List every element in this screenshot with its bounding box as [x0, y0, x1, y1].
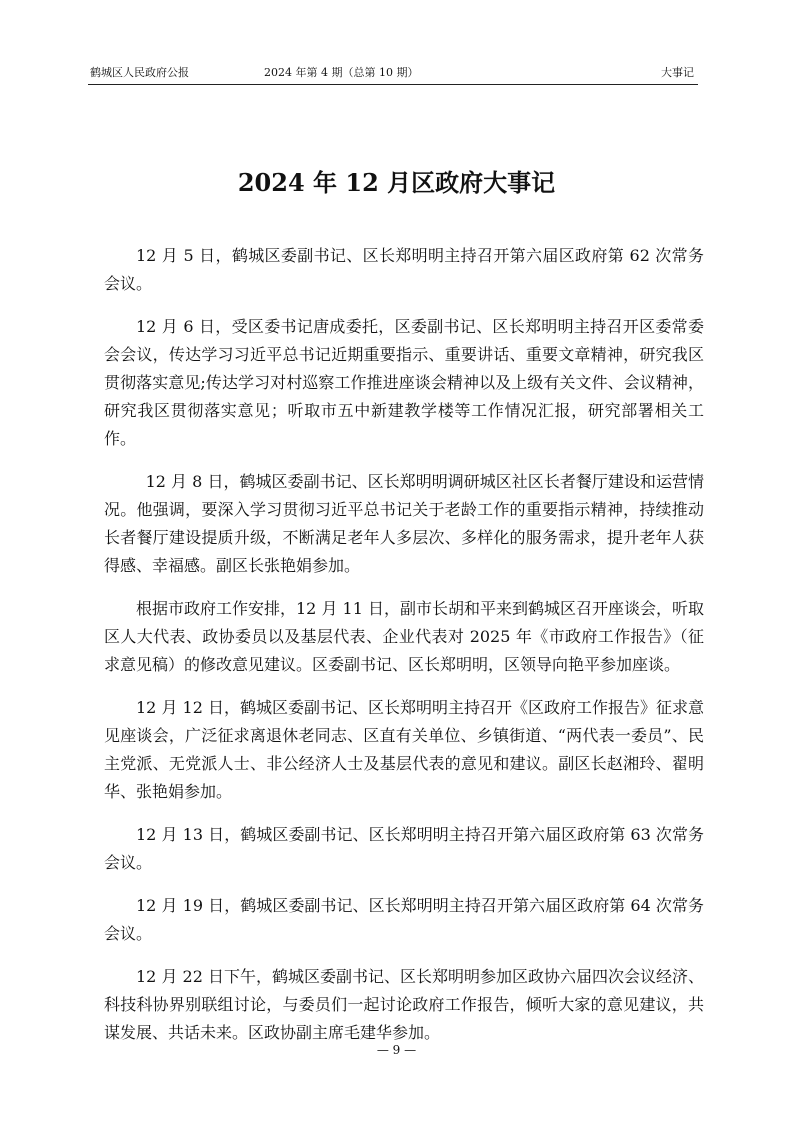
paragraph-dec-22: 12 月 22 日下午，鹤城区委副书记、区长郑明明参加区政协六届四次会议经济、科技科协界别联组讨论，与委员们一起讨论政府工作报告，倾听大家的意见建议，共谋发展、共话未来。区政协副主席毛建华参加。	[104, 967, 704, 1042]
article-body	[104, 242, 704, 1062]
issue-number: 2024 年第 4 期（总第 10 期）	[264, 66, 419, 79]
running-header	[88, 64, 698, 82]
page-number: — 9 —	[376, 1043, 417, 1057]
paragraph-dec-11: 根据市政府工作安排，12 月 11 日，副市长胡和平来到鹤城区召开座谈会，听取区人大代表、政协委员以及基层代表、企业代表对 2025 年《市政府工作报告》（征求意见稿）的修改意见建议。区委副书记、区长郑明明，区领导向艳平参加座谈。	[104, 599, 704, 674]
publication-name: 鹤城区人民政府公报	[90, 66, 189, 79]
paragraph-dec-8: 12 月 8 日，鹤城区委副书记、区长郑明明调研城区社区长者餐厅建设和运营情况。他强调，要深入学习贯彻习近平总书记关于老龄工作的重要指示精神，持续推动长者餐厅建设提质升级，不断满足老年人多层次、多样化的服务需求，提升老年人获得感、幸福感。副区长张艳娟参加。	[104, 472, 704, 575]
paragraph-dec-13: 12 月 13 日，鹤城区委副书记、区长郑明明主持召开第六届区政府第 63 次常务会议。	[104, 825, 704, 872]
header-divider	[88, 84, 698, 85]
paragraph-dec-12: 12 月 12 日，鹤城区委副书记、区长郑明明主持召开《区政府工作报告》征求意见座谈会，广泛征求离退休老同志、区直有关单位、乡镇街道、“两代表一委员”、民主党派、无党派人士、非公经济人士及基层代表的意见和建议。副区长赵湘玲、翟明华、张艳娟参加。	[104, 698, 704, 801]
section-name: 大事记	[661, 66, 694, 79]
page-title: 2024 年 12 月区政府大事记	[237, 168, 556, 197]
paragraph-dec-19: 12 月 19 日，鹤城区委副书记、区长郑明明主持召开第六届区政府第 64 次常务会议。	[104, 896, 704, 943]
paragraph-dec-6: 12 月 6 日，受区委书记唐成委托，区委副书记、区长郑明明主持召开区委常委会会议，传达学习习近平总书记近期重要指示、重要讲话、重要文章精神，研究我区贯彻落实意见;传达学习对村巡察工作推进座谈会精神以及上级有关文件、会议精神，研究我区贯彻落实意见；听取市五中新建教学楼等工作情况汇报，研究部署相关工作。	[104, 317, 704, 448]
paragraph-dec-5: 12 月 5 日，鹤城区委副书记、区长郑明明主持召开第六届区政府第 62 次常务会议。	[104, 246, 704, 293]
